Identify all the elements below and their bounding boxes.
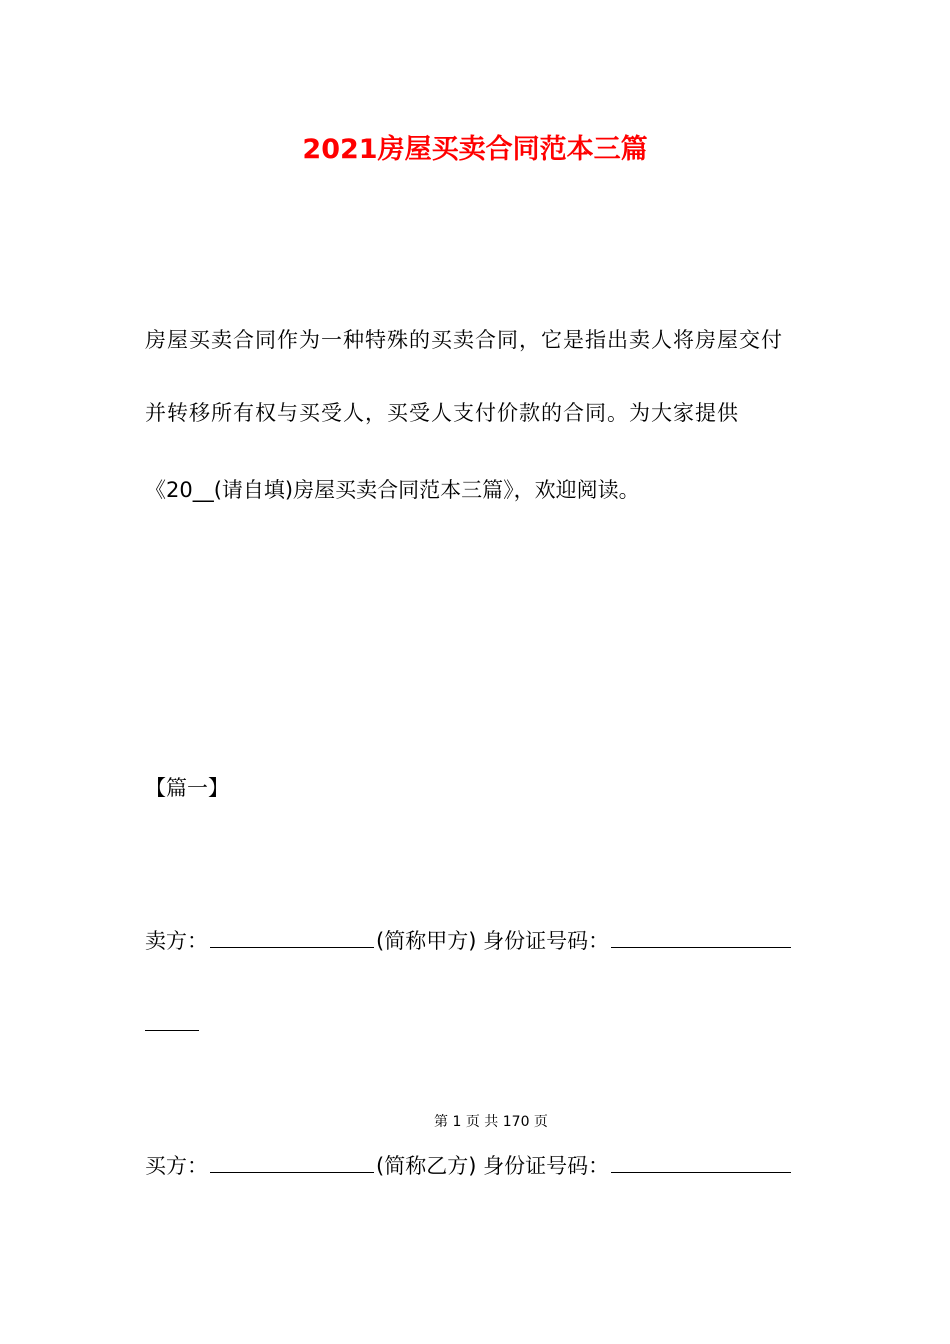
seller-name-blank — [210, 923, 374, 948]
seller-id-blank — [611, 923, 791, 948]
seller-id-blank-continued — [145, 1006, 199, 1031]
seller-id-label: 身份证号码： — [483, 929, 610, 953]
buyer-row — [145, 1148, 791, 1181]
buyer-short-name: (简称乙方) — [376, 1154, 477, 1178]
seller-short-name: (简称甲方) — [376, 929, 477, 953]
section-heading: 【篇一】 — [145, 776, 229, 800]
buyer-name-blank — [210, 1148, 374, 1173]
seller-label: 卖方： — [145, 929, 208, 953]
buyer-id-label: 身份证号码： — [483, 1154, 610, 1178]
intro-line-1: 房屋买卖合同作为一种特殊的买卖合同，它是指出卖人将房屋交付 — [145, 328, 783, 352]
seller-id-continuation — [145, 1006, 199, 1039]
intro-line-3: 《20__(请自填)房屋买卖合同范本三篇》，欢迎阅读。 — [145, 478, 640, 502]
buyer-label: 买方： — [145, 1154, 208, 1178]
seller-row — [145, 923, 791, 956]
buyer-id-blank — [611, 1148, 791, 1173]
document-title: 2021房屋买卖合同范本三篇 — [302, 134, 648, 165]
intro-line-2: 并转移所有权与买受人，买受人支付价款的合同。为大家提供 — [145, 401, 739, 425]
page-footer: 第 1 页 共 170 页 — [434, 1114, 548, 1130]
